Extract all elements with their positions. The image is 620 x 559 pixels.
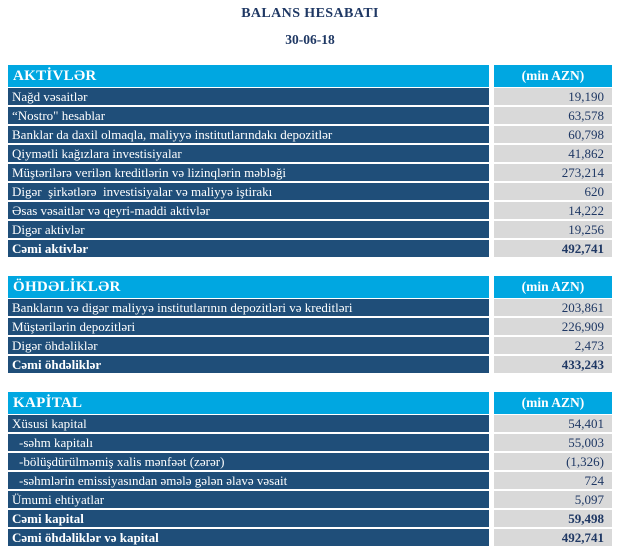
row-value: 492,741 bbox=[494, 529, 612, 546]
table-row bbox=[8, 356, 612, 373]
row-label: Digər öhdəliklər bbox=[8, 337, 489, 354]
row-label: Xüsusi kapital bbox=[8, 415, 489, 432]
table-row bbox=[8, 472, 612, 489]
row-label: Bankların və digər maliyyə institutlarının depozitləri və kreditləri bbox=[8, 299, 489, 316]
report-title: BALANS HESABATI bbox=[241, 6, 379, 21]
table-row bbox=[8, 491, 612, 508]
section-header-row bbox=[8, 65, 612, 87]
row-label: Cəmi kapital bbox=[8, 510, 489, 527]
balance-sheet bbox=[8, 65, 612, 546]
row-value: (1,326) bbox=[494, 453, 612, 470]
table-row bbox=[8, 318, 612, 335]
row-value: 54,401 bbox=[494, 415, 612, 432]
row-label: Digər aktivlər bbox=[8, 221, 489, 238]
row-value: 492,741 bbox=[494, 240, 612, 257]
table-row bbox=[8, 88, 612, 105]
row-value: 63,578 bbox=[494, 107, 612, 124]
table-row bbox=[8, 299, 612, 316]
row-value: 203,861 bbox=[494, 299, 612, 316]
table-row bbox=[8, 107, 612, 124]
unit-header: (min AZN) bbox=[494, 65, 612, 87]
table-row bbox=[8, 202, 612, 219]
section-header-row bbox=[8, 276, 612, 298]
row-label: Müştərilərə verilən kreditlərin və lizinqlərin məbləği bbox=[8, 164, 489, 181]
row-value: 433,243 bbox=[494, 356, 612, 373]
row-label: Əsas vəsaitlər və qeyri-maddi aktivlər bbox=[8, 202, 489, 219]
row-value: 60,798 bbox=[494, 126, 612, 143]
section-title: KAPİTAL bbox=[8, 392, 489, 414]
table-row bbox=[8, 240, 612, 257]
table-row bbox=[8, 164, 612, 181]
table-row bbox=[8, 126, 612, 143]
section-title: AKTİVLƏR bbox=[8, 65, 489, 87]
row-label: Nağd vəsaitlər bbox=[8, 88, 489, 105]
table-section-0 bbox=[8, 65, 612, 257]
row-value: 19,190 bbox=[494, 88, 612, 105]
row-value: 41,862 bbox=[494, 145, 612, 162]
row-value: 226,909 bbox=[494, 318, 612, 335]
row-label: Banklar da daxil olmaqla, maliyyə institutlarındakı depozitlər bbox=[8, 126, 489, 143]
row-label: Cəmi öhdəliklər və kapital bbox=[8, 529, 489, 546]
row-value: 620 bbox=[494, 183, 612, 200]
table-row bbox=[8, 434, 612, 451]
row-value: 2,473 bbox=[494, 337, 612, 354]
unit-header: (min AZN) bbox=[494, 276, 612, 298]
table-section-1 bbox=[8, 276, 612, 373]
row-label: Ümumi ehtiyatlar bbox=[8, 491, 489, 508]
row-label: Cəmi aktivlər bbox=[8, 240, 489, 257]
table-row bbox=[8, 415, 612, 432]
table-row bbox=[8, 145, 612, 162]
row-value: 19,256 bbox=[494, 221, 612, 238]
table-row bbox=[8, 221, 612, 238]
row-value: 5,097 bbox=[494, 491, 612, 508]
row-label: Cəmi öhdəliklər bbox=[8, 356, 489, 373]
row-label: Qiymətli kağızlara investisiyalar bbox=[8, 145, 489, 162]
row-label: -səhmlərin emissiyasından əmələ gələn əlavə vəsait bbox=[8, 472, 489, 489]
unit-header: (min AZN) bbox=[494, 392, 612, 414]
row-label: Digər şirkətlərə investisiyalar və maliyyə iştirakı bbox=[8, 183, 489, 200]
row-label: “Nostro" hesablar bbox=[8, 107, 489, 124]
table-row bbox=[8, 529, 612, 546]
section-header-row bbox=[8, 392, 612, 414]
table-row bbox=[8, 337, 612, 354]
table-row bbox=[8, 183, 612, 200]
row-value: 59,498 bbox=[494, 510, 612, 527]
section-title: ÖHDƏLİKLƏR bbox=[8, 276, 489, 298]
table-section-2 bbox=[8, 392, 612, 546]
report-date: 30-06-18 bbox=[285, 32, 335, 47]
table-row bbox=[8, 453, 612, 470]
row-value: 55,003 bbox=[494, 434, 612, 451]
table-row bbox=[8, 510, 612, 527]
row-label: -səhm kapitalı bbox=[8, 434, 489, 451]
row-value: 14,222 bbox=[494, 202, 612, 219]
row-label: Müştərilərin depozitləri bbox=[8, 318, 489, 335]
row-value: 724 bbox=[494, 472, 612, 489]
row-label: -bölüşdürülməmiş xalis mənfəət (zərər) bbox=[8, 453, 489, 470]
row-value: 273,214 bbox=[494, 164, 612, 181]
